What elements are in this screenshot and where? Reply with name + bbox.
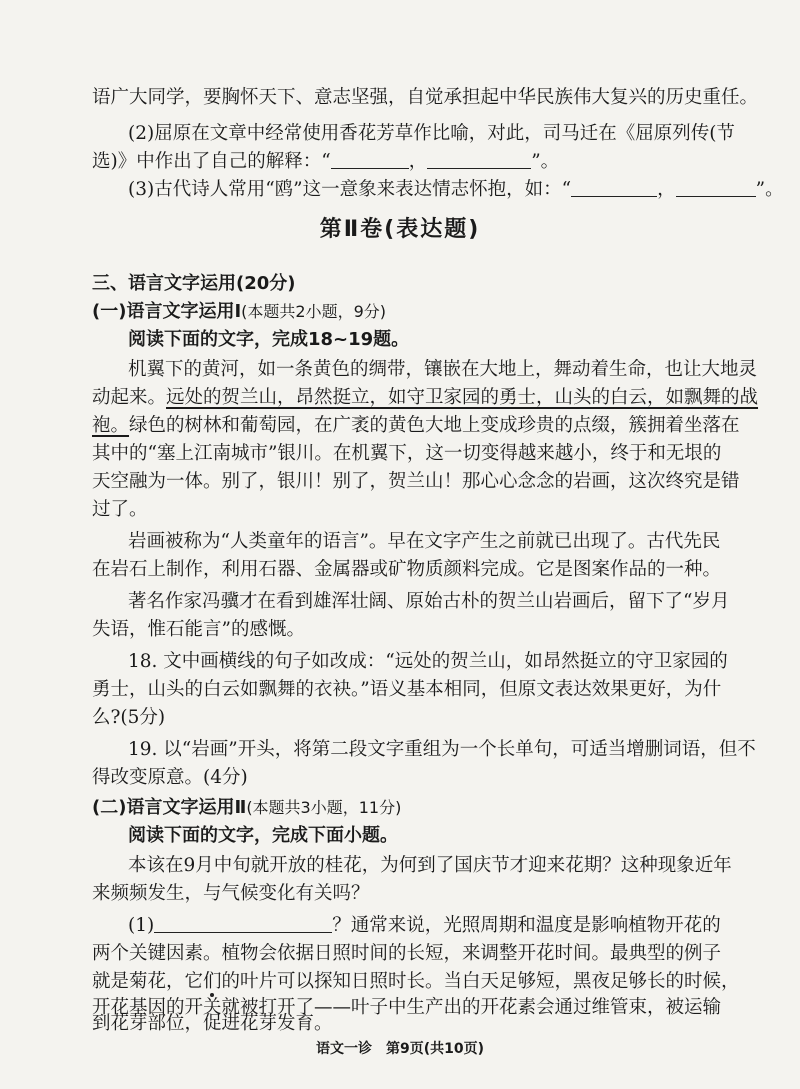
passage-line: 过了。: [92, 499, 148, 520]
passage-line: 动起来。远处的贺兰山，昂然挺立，如守卫家园的勇士，山头的白云，如飘舞的战: [92, 387, 759, 408]
instruction: 阅读下面的文字，完成下面小题。: [128, 825, 398, 846]
question-18: 勇士，山头的白云如飘舞的衣袂。”语义基本相同，但原文表达效果更好，为什: [92, 679, 722, 700]
question-18: 么?(5分): [92, 707, 166, 728]
passage-line: 到花芽部位，促进花芽发育。: [92, 1013, 333, 1034]
answer-blank[interactable]: [676, 178, 756, 197]
passage-line: 两个关键因素。植物会依据日照时间的长短，来调整开花时间。最典型的例子: [92, 943, 722, 964]
answer-blank[interactable]: [571, 178, 657, 197]
passage-line: 著名作家冯骥才在看到雄浑壮阔、原始古朴的贺兰山岩画后，留下了“岁月: [128, 591, 730, 612]
part-title: 第Ⅱ卷(表达题): [319, 217, 481, 242]
passage-line: 机翼下的黄河，如一条黄色的绸带，镶嵌在大地上，舞动着生命，也让大地灵: [128, 359, 758, 380]
instruction: 阅读下面的文字，完成18~19题。: [128, 329, 410, 350]
question-2-line: 选)》中作出了自己的解释：“ ， ”。: [92, 151, 560, 172]
passage-line: (1) ？通常来说，光照周期和温度是影响植物开花的: [128, 915, 721, 936]
answer-blank[interactable]: [331, 150, 409, 169]
answer-blank[interactable]: [427, 150, 531, 169]
section-heading: 三、语言文字运用(20分): [92, 273, 296, 294]
passage-line: 袍。绿色的树林和葡萄园，在广袤的黄色大地上变成珍贵的点缀，簇拥着坐落在: [92, 415, 740, 436]
passage-line: 其中的“塞上江南城市”银川。在机翼下，这一切变得越来越小，终于和无垠的: [92, 443, 722, 464]
passage-line: 就是菊花，它们的叶片可以探知日照时长。当白天足够短，黑夜足够长的时候，: [92, 971, 740, 992]
question-18: 18. 文中画横线的句子如改成：“远处的贺兰山，如昂然挺立的守卫家园的: [128, 651, 728, 672]
question-2-line: (2)屈原在文章中经常使用香花芳草作比喻，对此，司马迁在《屈原列传(节: [128, 123, 735, 144]
passage-line: 本该在9月中旬就开放的桂花，为何到了国庆节才迎来花期？这种现象近年: [128, 855, 732, 876]
emphasis-dot-char: 关: [203, 997, 222, 1018]
answer-blank[interactable]: [154, 914, 332, 933]
passage-line: 来频频发生，与气候变化有关吗？: [92, 883, 370, 904]
passage-line: 在岩石上制作，利用石器、金属器或矿物质颜料完成。它是图案作品的一种。: [92, 559, 722, 580]
passage-line: 开花基因的开关就被打开了——叶子中生产出的开花素会通过维管束，被运输: [92, 997, 722, 1018]
underlined-sentence: 远处的贺兰山，昂然挺立，如守卫家园的勇士，山头的白云，如飘舞的战: [166, 387, 759, 408]
question-3-line: (3)古代诗人常用“鸥”这一意象来表达情志怀抱，如：“ ， ”。: [128, 179, 784, 200]
passage-line: 失语，惟石能言”的感慨。: [92, 619, 305, 640]
question-19: 得改变原意。(4分): [92, 767, 248, 788]
text-line: 语广大同学，要胸怀天下、意志坚强，自觉承担起中华民族伟大复兴的历史重任。: [92, 87, 759, 108]
passage-line: 岩画被称为“人类童年的语言”。早在文字产生之前就已出现了。古代先民: [128, 531, 721, 552]
underlined-sentence: 袍。: [92, 415, 130, 436]
question-19: 19. 以“岩画”开头，将第二段文字重组为一个长单句，可适当增删词语，但不: [128, 739, 756, 760]
subsection-heading: (一)语言文字运用Ⅰ(本题共2小题，9分): [92, 301, 387, 322]
subsection-heading: (二)语言文字运用Ⅱ(本题共3小题，11分): [92, 797, 402, 818]
passage-line: 天空融为一体。别了，银川！别了，贺兰山！那心心念念的岩画，这次终究是错: [92, 471, 740, 492]
page-footer: 语文一诊 第9页(共10页): [315, 1041, 485, 1057]
